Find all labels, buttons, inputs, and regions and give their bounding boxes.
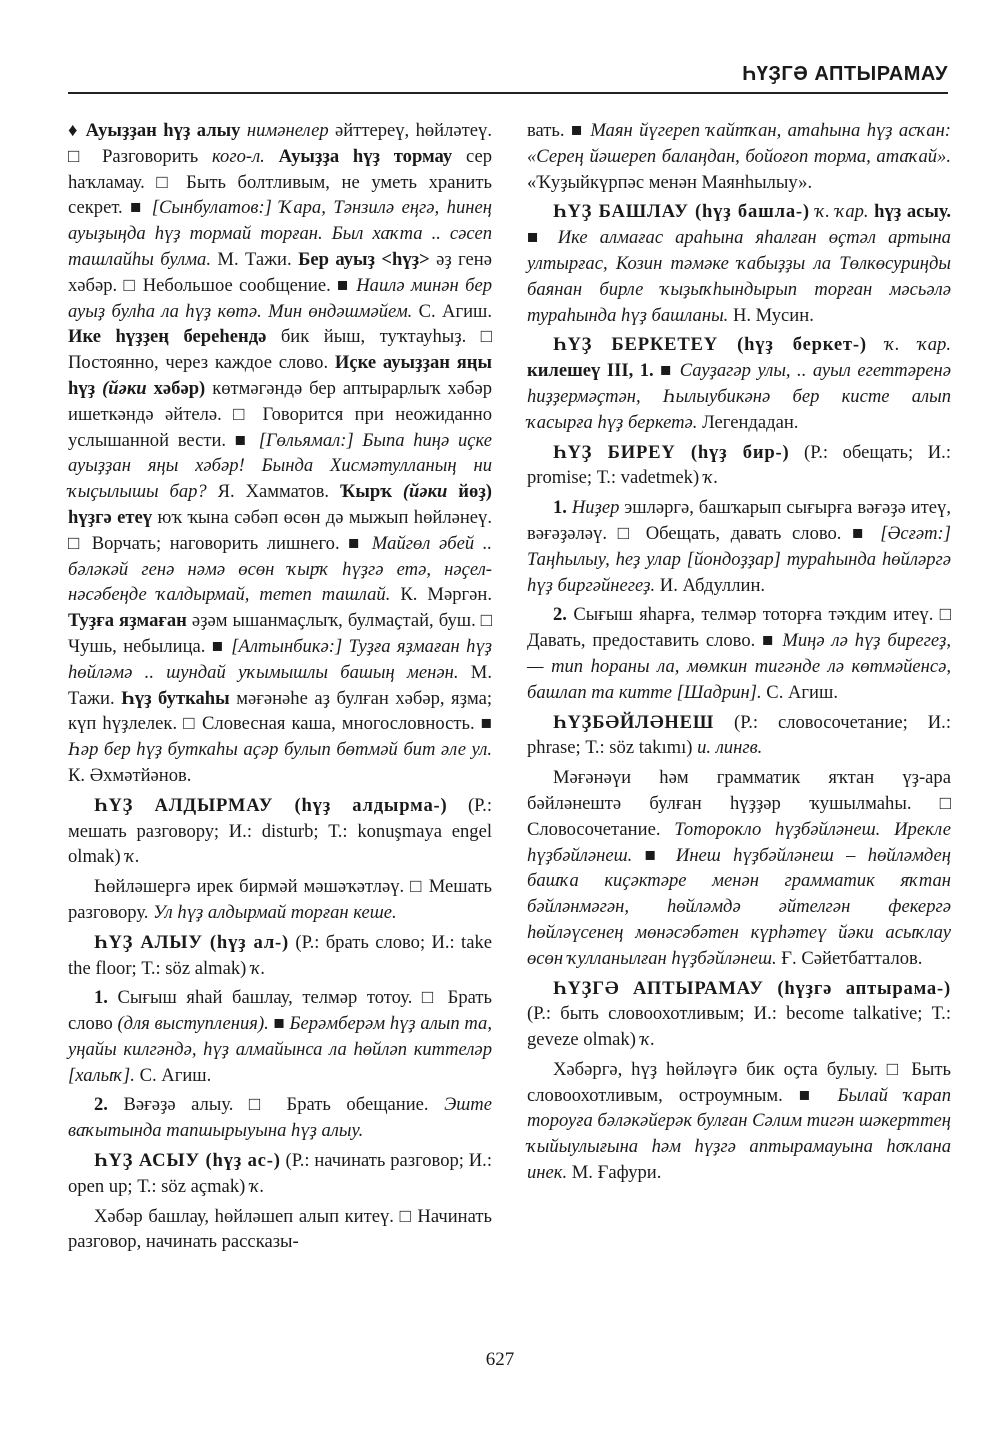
running-header xyxy=(68,58,948,94)
dictionary-paragraph: Мәғәнәүи һәм грамматик яҡтан үҙ-ара бәйләнештә булған һүҙҙәр ҡушылмаһы. □ Словосочетание. Тоторокло һүҙбәйләнеш. Ирекле һүҙбәйләнеш. ■ Инеш һүҙбәйләнеш – һөйләмдең башҡа киҫәктәре менән грамматик яҡтан бәйләнмәгән, һөйләмдә әйтелгән фекергә һөйләүсенең мөнәсәбәтен күрһәтеү йәки асыҡлау өсөн ҡулланылған һүҙбәйләнеш. Ғ. Сәйетбатталов. xyxy=(527,767,951,969)
left-column xyxy=(68,118,492,1259)
dictionary-paragraph: ҺҮҘБӘЙЛӘНЕШ (Р.: словосочетание; И.: phrase; Т.: söz takımı) и. лингв. xyxy=(527,711,951,759)
page-footer xyxy=(0,1349,1000,1371)
dictionary-paragraph: ҺҮҘ АЛЫУ (һүҙ ал-) (Р.: брать слово; И.: take the floor; Т.: söz almak) ҡ. xyxy=(68,931,492,979)
dictionary-paragraph: Хәбәр башлау, һөйләшеп алып китеү. □ Начинать разговор, начинать рассказы- xyxy=(68,1205,492,1253)
right-column xyxy=(527,118,951,1190)
dictionary-paragraph: ♦ Ауыҙҙан һүҙ алыу нимәнелер әйттереү, һөйләтеү. □ Разговорить кого-л. Ауыҙҙа һүҙ тормау сер һаҡламау. □ Быть болтливым, не уметь хранить секрет. ■ [Сынбулатов:] Ҡара, Тәнзилә еңгә, һинең ауыҙыңда һүҙ тормай торған. Был хаҡта .. сәсеп ташлайһы булма. М. Тажи. Бер ауыҙ <һүҙ> әҙ генә хәбәр. □ Небольшое сообщение. ■ Наилә минән бер ауыҙ булһа ла һүҙ көтә. Мин өндәшмәйем. С. Агиш. Ике һүҙҙең береһендә бик йыш, туҡтауһыҙ. □ Постоянно, через каждое слово. Иҫке ауыҙҙан яңы һүҙ (йәки хәбәр) көтмәгәндә бер аптырарлыҡ хәбәр ишеткәндә әйтелә. □ Говорится при неожиданно услышанной вести. ■ [Гөльямал:] Быna һиңә иҫке ауыҙҙан яңы хәбәр! Бында Хисмәтулланың ни ҡыҫылышы бар? Я. Хамматов. Ҡырҡ (йәки йөҙ) һүҙгә етеү юҡ ҡына сәбәп өсөн дә мыжып һөйләнеү. □ Ворчать; наговорить лишнего. ■ Майгөл әбей .. бәләкәй генә нәмә өсөн ҡырҡ һүҙгә етә, нәҫел-нәсәбеңде ҡалдырмай, тетеп ташлай. К. Мәргән. Туҙға яҙмаған әҙәм ышанмаҫлыҡ, булмаҫтай, буш. □ Чушь, небылица. ■ [Алтынбикә:] Туҙға яҙмаған һүҙ һөйләмә .. шундай уҡымышлы башың менән. М. Тажи. Һүҙ буткаһы мәғәнәһе аҙ булған хәбәр, яҙма; күп һүҙлелек. □ Словесная каша, многословность. ■ Һәр бер һүҙ буткаһы аҫәр булып бөтмәй бит әле ул. К. Әхмәтйәнов. xyxy=(68,120,493,786)
dictionary-paragraph: ҺҮҘ БАШЛАУ (һүҙ башла-) ҡ. ҡар. һүҙ асыу. ■ Ике алмағас араһына яһалған өҫтәл артына ултырғас, Козин тәмәке ҡабыҙҙы ла Төлкөсуриңды баянан бирле ҡыҙыҡһындырып торған мәсьәлә тураһында һүҙ башланы. Н. Мусин. xyxy=(527,201,951,326)
dictionary-paragraph: 2. Сығыш яһарға, телмәр тоторға тәҡдим итеү. □ Давать, предоставить слово. ■ Миңә лә һүҙ бирегеҙ, — тип һораны ла, мөмкин тигәнде лә көтмәйенсә, башлап та китте [Шадрин]. С. Агиш. xyxy=(527,604,951,703)
dictionary-paragraph: ҺҮҘ АЛДЫРМАУ (һүҙ алдырма-) (Р.: мешать разговору; И.: disturb; Т.: konuşmaya engel olmak) ҡ. xyxy=(68,794,492,868)
dictionary-paragraph: Һөйләшергә ирек бирмәй мәшәҡәтләү. □ Мешать разговору. Ул һүҙ алдырмай торған кеше. xyxy=(68,876,492,923)
dictionary-paragraph: ҺҮҘ БИРЕҮ (һүҙ бир-) (Р.: обещать; И.: promise; Т.: vadetmek) ҡ. xyxy=(527,441,951,489)
dictionary-paragraph: 1. Ниҙер эшләргә, башҡарып сығырға вәғәҙә итеү, вәғәҙәләү. □ Обещать, давать слово. ■ [Әсғәт:] Таңһылыу, һеҙ улар [йондоҙҙар] тураһында һөйләргә һүҙ биргәйнегеҙ. И. Абдуллин. xyxy=(527,497,951,596)
dictionary-paragraph: ҺҮҘГӘ АПТЫРАМАУ (һүҙгә аптырама-) (Р.: быть словоохотливым; И.: become talkative; Т.: geveze olmak) ҡ. xyxy=(527,977,951,1051)
dictionary-paragraph: 1. Сығыш яһай башлау, телмәр тотоу. □ Брать слово (для выступления). ■ Берәмберәм һүҙ алып та, уңайы килгәндә, һүҙ алмайынса ла һөйләп киттеләр [халыҡ]. С. Агиш. xyxy=(68,987,492,1086)
running-title: ҺҮҘГӘ АПТЫРАМАУ xyxy=(742,63,948,85)
dictionary-paragraph: 2. Вәғәҙә алыу. □ Брать обещание. Эште ваҡытында тапшырыуына һүҙ алыу. xyxy=(68,1094,492,1142)
dictionary-paragraph: вать. ■ Маян йүгереп ҡайтҡан, атаһына һүҙ асҡан: «Серең йәшереп балаңдан, бойоғоп торма, атаҡай». «Ҡуҙыйкүрпәс менән Маянһылыу». xyxy=(527,120,951,193)
dictionary-paragraph: ҺҮҘ БЕРКЕТЕҮ (һүҙ беркет-) ҡ. ҡар. килешеү III, 1. ■ Сауҙагәр улы, .. ауыл егеттәренә һиҙҙермәҫтән, Һылыубикәнә бер кисте алып ҡасырға һүҙ беркетә. Легендадан. xyxy=(527,334,952,433)
page-number: 627 xyxy=(485,1349,515,1370)
dictionary-paragraph: ҺҮҘ АСЫУ (һүҙ ас-) (Р.: начинать разговор; И.: open up; Т.: söz açmak) ҡ. xyxy=(68,1150,492,1197)
dictionary-paragraph: Хәбәргә, һүҙ һөйләүгә бик оҫта булыу. □ Быть словоохотливым, остроумным. ■ Былай ҡарап тороуға бәләкәйерәк булған Сәлим тигән шәкерттең ҡыйыулығына һәм һүҙгә аптырамауына һоҡлана инек. М. Ғафури. xyxy=(527,1058,951,1184)
